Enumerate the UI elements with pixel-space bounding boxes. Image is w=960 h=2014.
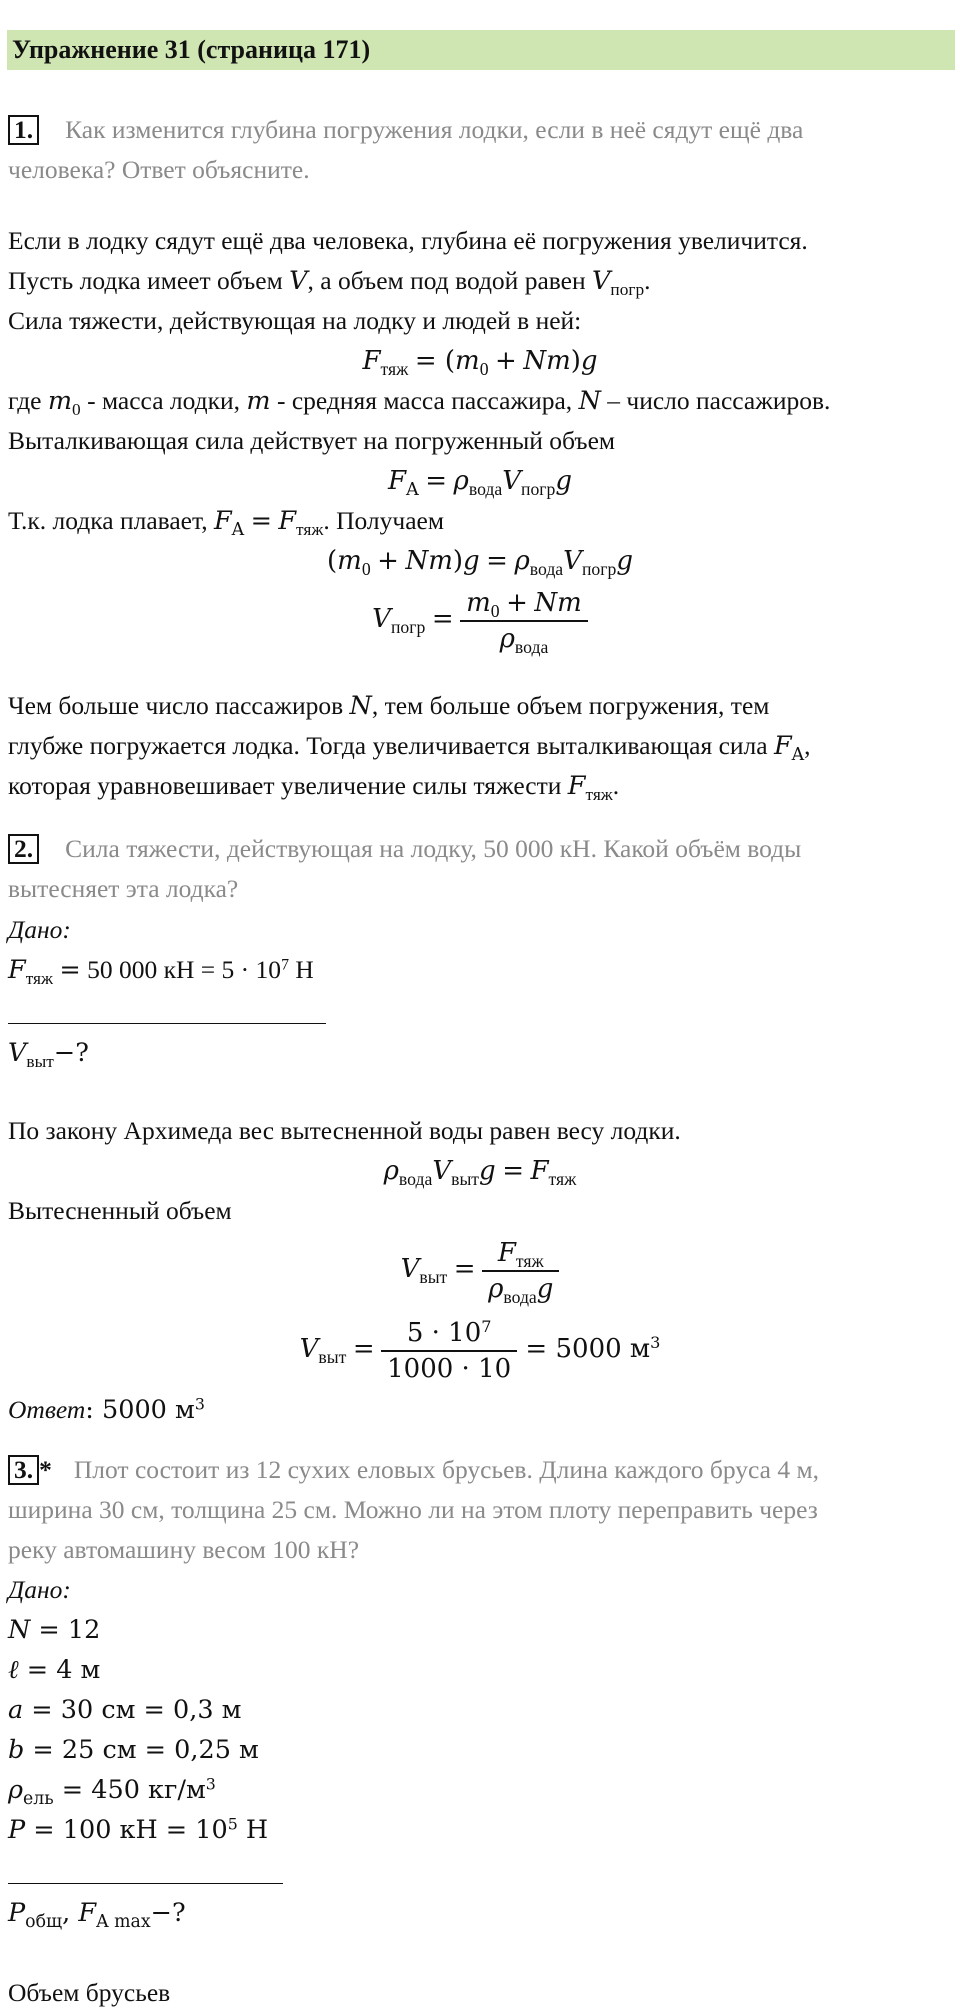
task1-paragraph: Сила тяжести, действующая на лодку и людей в ней: — [8, 306, 582, 335]
task1-question-line1: 1. Как изменится глубина погружения лодки, если в неё сядут ещё два — [8, 113, 803, 147]
given-divider — [8, 1023, 326, 1024]
page-title: Упражнение 31 (страница 171) — [7, 30, 955, 70]
given-value: a = 30 см = 0,3 м — [8, 1695, 242, 1725]
given-divider — [8, 1883, 283, 1884]
find-value: $V_{выт}-$? — [8, 1038, 89, 1072]
given-value: P = 100 кН = $10^5$ Н — [8, 1814, 269, 1845]
task3-question-line2: ширина 30 см, толщина 25 см. Можно ли на этом плоту переправить через — [8, 1495, 818, 1524]
gravity-formula: $F_{тяж} = (m_0 + Nm)g$ — [362, 346, 598, 380]
task3-number: 3. — [8, 1455, 39, 1485]
given-label: Дано: — [8, 915, 71, 944]
task1-paragraph: которая уравновешивает увеличение силы тяжести $F_{тяж}$. — [8, 771, 620, 805]
weight-balance-formula: $\rho_{вода}V_{выт}g = F_{тяж}$ — [383, 1156, 577, 1190]
task1-question-line2: человека? Ответ объясните. — [8, 155, 310, 184]
task2-paragraph: По закону Архимеда вес вытесненной воды равен весу лодки. — [8, 1116, 681, 1145]
task1-paragraph: Пусть лодка имеет объем V, а объем под водой равен $V_{погр}$. — [8, 266, 651, 300]
given-value: ℓ = 4 м — [8, 1655, 101, 1685]
task3-question-line1: 3. * Плот состоит из 12 сухих еловых брусьев. Длина каждого бруса 4 м, — [8, 1453, 819, 1487]
task1-paragraph: Т.к. лодка плавает, $F_A = F_{тяж}$. Получаем — [8, 506, 444, 541]
task3-paragraph: Объем брусьев — [8, 1978, 171, 2007]
task2-paragraph: Вытесненный объем — [8, 1196, 232, 1225]
volume-formula: $V_{погр}$ = $\frac{m_0 + Nm}{\rho_{вода}}$ — [0, 586, 960, 656]
given-value: N = 12 — [8, 1615, 101, 1645]
task1-number: 1. — [8, 115, 39, 145]
given-value: b = 25 см = 0,25 м — [8, 1735, 259, 1765]
find-value: $P_{общ}$, $F_{A max}-$? — [8, 1898, 186, 1933]
task2-question-line2: вытесняет эта лодка? — [8, 874, 239, 903]
task3-question-line3: реку автомашину весом 100 кН? — [8, 1535, 360, 1564]
task1-paragraph: глубже погружается лодка. Тогда увеличивается выталкивающая сила $F_A$, — [8, 731, 811, 766]
task1-paragraph: Выталкивающая сила действует на погруженный объем — [8, 426, 616, 455]
answer: Ответ: 5000 $м^3$ — [8, 1394, 205, 1425]
task1-paragraph: Чем больше число пассажиров N, тем больше объем погружения, тем — [8, 691, 770, 721]
displaced-volume-calc: $V_{выт}$ = $\frac{5 \cdot 10^7}{1000 \cdot 10}$ = 5000 $м^3$ — [299, 1317, 661, 1384]
given-label: Дано: — [8, 1575, 71, 1604]
given-value: $F_{тяж} = 50$ 000 кН = $5 \cdot 10^7$ Н — [8, 955, 314, 989]
given-value: $\rho_{ель} = 450$ $кг/м^3$ — [8, 1774, 216, 1810]
task2-number: 2. — [8, 834, 39, 864]
task1-paragraph: где $m_0$ - масса лодки, m - средняя масса пассажира, N – число пассажиров. — [8, 386, 831, 420]
displaced-volume-formula: $V_{выт}$ = $\frac{F_{тяж}}{\rho_{вода}g}$ — [0, 1236, 960, 1306]
archimedes-formula: $F_A = \rho_{вода}V_{погр}g$ — [387, 466, 573, 501]
balance-formula: $(m_0 + Nm)g = \rho_{вода}V_{погр}g$ — [327, 546, 633, 580]
task1-paragraph: Если в лодку сядут ещё два человека, глубина её погружения увеличится. — [8, 226, 808, 255]
task2-question-line1: 2. Сила тяжести, действующая на лодку, 50 000 кН. Какой объём воды — [8, 832, 801, 866]
